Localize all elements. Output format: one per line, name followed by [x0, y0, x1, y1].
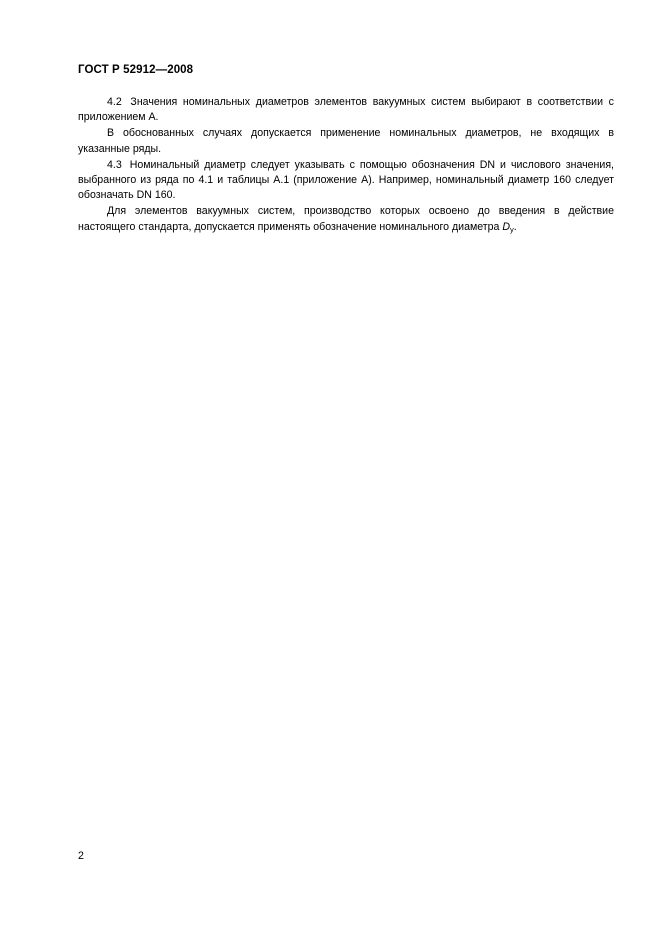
paragraph-legacy-designation: [78, 204, 614, 236]
paragraph-text: Для элементов вакуумных систем, производство которых освоено до введения в действие настоящего стандарта, допускается применять обозначение номинального диаметра: [78, 205, 614, 233]
clause-4-3: [78, 158, 614, 204]
paragraph-text: В обоснованных случаях допускается применение номинальных диаметров, не входящих в указанные ряды.: [78, 127, 614, 155]
paragraph-justified-cases: [78, 126, 614, 156]
diameter-symbol-subscript: y: [510, 224, 514, 234]
clause-text: Значения номинальных диаметров элементов вакуумных систем выбирают в соответствии с приложением А.: [78, 96, 614, 124]
clause-text: Номинальный диаметр следует указывать с помощью обозначения DN и числового значения, выбранного из ряда по 4.1 и таблицы А.1 (приложение А). Например, номинальный диаметр 160 следует обозначать DN 160.: [78, 158, 614, 202]
document-body: [78, 95, 614, 238]
page-number: 2: [78, 850, 84, 862]
clause-4-2: [78, 95, 614, 125]
clause-number: 4.3: [107, 158, 122, 171]
document-header: ГОСТ Р 52912—2008: [78, 64, 194, 76]
diameter-symbol: D: [502, 220, 511, 233]
clause-number: 4.2: [107, 96, 122, 108]
paragraph-end: .: [513, 220, 517, 233]
